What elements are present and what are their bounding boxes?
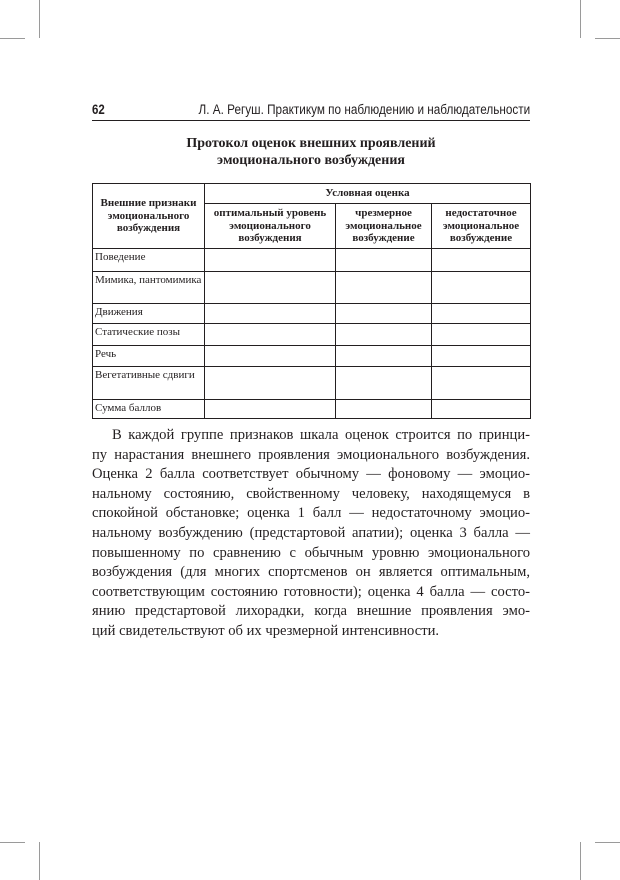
column-group-header: Условная оценка xyxy=(205,184,531,204)
table-cell xyxy=(336,249,432,272)
paragraph-line: В каждой группе признаков шкала оценок строится по принци- xyxy=(112,427,530,443)
column-header-insufficient: недостаточное эмоциональное возбуждение xyxy=(432,204,531,249)
table-cell xyxy=(432,367,531,400)
crop-mark xyxy=(0,842,25,843)
row-label: Мимика, пантомимика xyxy=(93,272,205,304)
crop-mark xyxy=(580,842,581,880)
table-cell xyxy=(432,324,531,346)
page-number: 62 xyxy=(92,102,105,117)
table-row xyxy=(93,346,531,367)
table-cell xyxy=(432,346,531,367)
crop-mark xyxy=(580,0,581,38)
running-header xyxy=(92,100,530,121)
body-paragraph xyxy=(92,426,530,642)
table-cell xyxy=(205,346,336,367)
paragraph-line: Оценка 2 балла соответствует обычному — фоновому — эмоцио- xyxy=(92,466,530,483)
table-cell xyxy=(432,249,531,272)
paragraph-line: пу нарастания внешнего проявления эмоционального возбуждения. xyxy=(92,446,530,463)
crop-mark xyxy=(595,842,620,843)
table-row xyxy=(93,272,531,304)
table-row xyxy=(93,324,531,346)
crop-mark xyxy=(595,38,620,39)
table-cell xyxy=(205,249,336,272)
row-label: Вегетативные сдвиги xyxy=(93,367,205,400)
table-cell xyxy=(336,346,432,367)
row-label: Движения xyxy=(93,304,205,324)
table-cell xyxy=(432,272,531,304)
table-cell xyxy=(336,304,432,324)
table-title xyxy=(92,135,530,169)
row-label: Сумма баллов xyxy=(93,400,205,419)
paragraph-line: соответствующим состоянию готовности); оценка 4 балла — состо- xyxy=(92,583,530,600)
table-row xyxy=(93,304,531,324)
paragraph-line: ций свидетельствуют об их чрезмерной интенсивности. xyxy=(92,622,440,639)
paragraph-line: нальному состоянию, свойственному человеку, находящемуся в xyxy=(92,485,530,502)
table-title-line: эмоционального возбуждения xyxy=(217,153,405,168)
row-label: Речь xyxy=(93,346,205,367)
assessment-table xyxy=(92,183,531,419)
paragraph-line: повышенному по сравнению с обычным уровню эмоционального xyxy=(92,544,530,561)
running-title: Л. А. Регуш. Практикум по наблюдению и наблюдательности xyxy=(198,102,530,117)
table-cell xyxy=(205,304,336,324)
crop-mark xyxy=(0,38,25,39)
table-row xyxy=(93,367,531,400)
crop-mark xyxy=(39,842,40,880)
paragraph-line: янию предстартовой лихорадки, когда внешние проявления эмо- xyxy=(92,603,530,620)
row-label: Поведение xyxy=(93,249,205,272)
table-cell xyxy=(432,304,531,324)
row-label: Статические позы xyxy=(93,324,205,346)
table-cell xyxy=(336,367,432,400)
column-header-optimal: оптимальный уровень эмоционального возбуждения xyxy=(205,204,336,249)
column-header-signs: Внешние признаки эмоционального возбуждения xyxy=(93,184,205,249)
paragraph-line: спокойной обстановке; оценка 1 балл — недостаточному эмоцио- xyxy=(92,505,530,522)
table-cell xyxy=(432,400,531,419)
table-cell xyxy=(205,367,336,400)
table-cell xyxy=(205,324,336,346)
table-cell xyxy=(336,272,432,304)
column-header-excessive: чрезмерное эмоциональное возбуждение xyxy=(336,204,432,249)
table-row xyxy=(93,249,531,272)
table-cell xyxy=(336,400,432,419)
crop-mark xyxy=(39,0,40,38)
table-cell xyxy=(205,272,336,304)
paragraph-line: возбуждения (для многих спортсменов он является оптимальным, xyxy=(92,564,530,581)
table-title-line: Протокол оценок внешних проявлений xyxy=(186,136,436,151)
paragraph-line: нальному возбуждению (предстартовой апатии); оценка 3 балла — xyxy=(92,524,530,541)
table-cell xyxy=(205,400,336,419)
table-cell xyxy=(336,324,432,346)
table-row xyxy=(93,400,531,419)
